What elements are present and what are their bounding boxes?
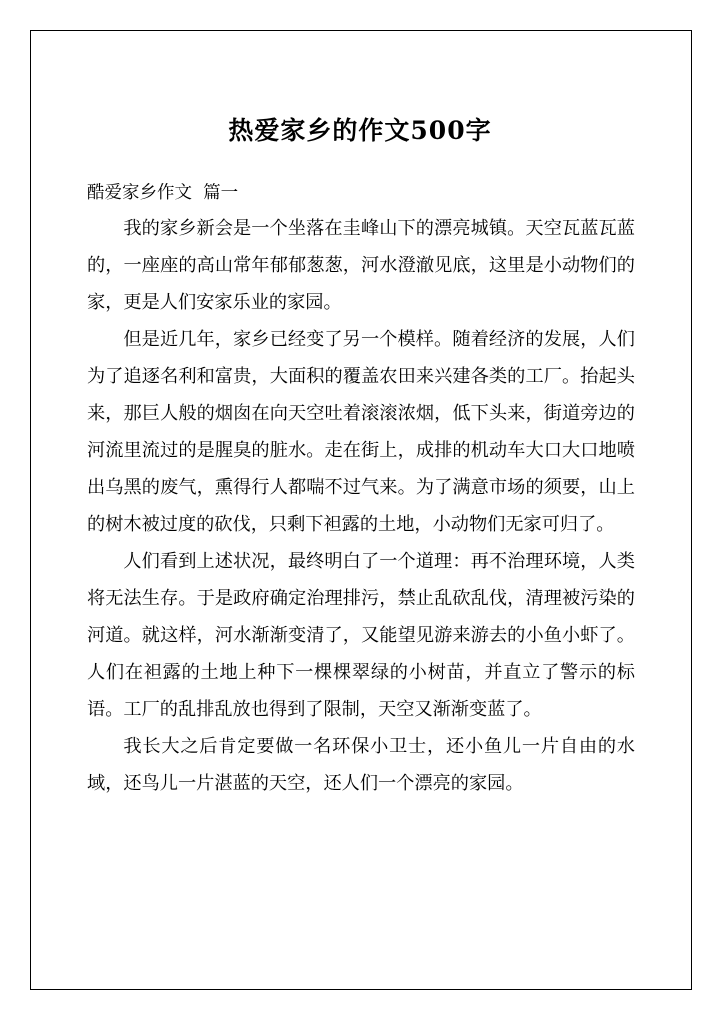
paragraph-3: 人们看到上述状况，最终明白了一个道理：再不治理环境，人类将无法生存。于是政府确定治理排污，禁止乱砍乱伐，清理被污染的河道。就这样，河水渐渐变清了，又能望见游来游去的小鱼小虾了。人们在袒露的土地上种下一棵棵翠绿的小树苗，并直立了警示的标语。工厂的乱排乱放也得到了限制，天空又渐渐变蓝了。 [87, 551, 635, 720]
paragraph-2: 但是近几年，家乡已经变了另一个模样。随着经济的发展，人们为了追逐名利和富贵，大面积的覆盖农田来兴建各类的工厂。抬起头来，那巨人般的烟囱在向天空吐着滚滚浓烟，低下头来，街道旁边的河流里流过的是腥臭的脏水。走在街上，成排的机动车大口大口地喷出乌黑的废气，熏得行人都喘不过气来。为了满意市场的须要，山上的树木被过度的砍伐，只剩下袒露的土地，小动物们无家可归了。 [87, 329, 635, 535]
document-body [87, 210, 635, 802]
paragraph-4: 我长大之后肯定要做一名环保小卫士，还小鱼儿一片自由的水域，还鸟儿一片湛蓝的天空，还人们一个漂亮的家园。 [87, 736, 635, 794]
paragraph-1: 我的家乡新会是一个坐落在圭峰山下的漂亮城镇。天空瓦蓝瓦蓝的，一座座的高山常年郁郁葱葱，河水澄澈见底，这里是小动物们的家，更是人们安家乐业的家园。 [87, 218, 635, 313]
document-title: 热爱家乡的作文500字 [228, 116, 492, 145]
section-heading: 酷爱家乡作文 篇一 [87, 183, 239, 203]
